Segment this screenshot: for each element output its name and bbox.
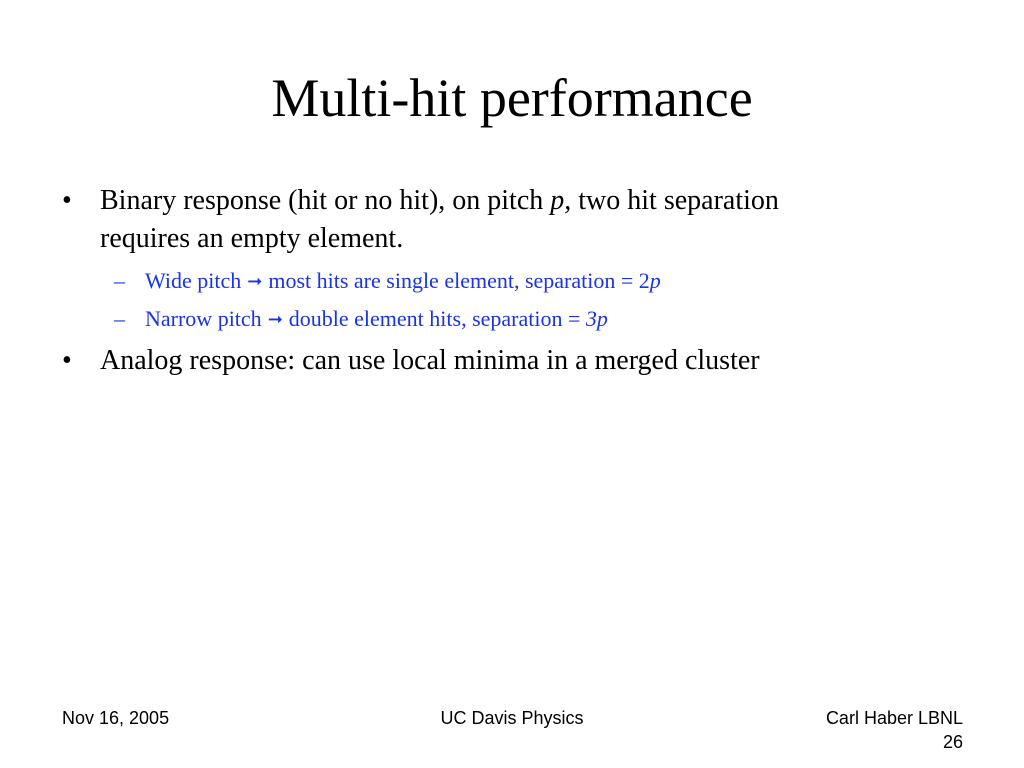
bullet-item-analog-response: Analog response: can use local minima in a merged cluster (100, 345, 760, 376)
pitch-variable: p, (550, 185, 572, 216)
page-number: 26 (942, 732, 963, 752)
subitem-lead: Narrow pitch (145, 306, 262, 331)
footer-date: Nov 16, 2005 (62, 708, 170, 728)
footer-center-text: UC Davis Physics (440, 708, 584, 728)
subitem-num: 2 (638, 268, 650, 293)
subitem-wide-pitch (145, 266, 975, 297)
subitem-lead: Wide pitch (145, 268, 242, 293)
bullet-continuation: requires an empty element. (100, 223, 404, 254)
right-arrow-icon: ➞ (267, 309, 283, 330)
subitem-text: double element hits, separation = (288, 306, 586, 331)
footer-author: Carl Haber LBNL (825, 708, 963, 728)
subitem-variable: p (649, 268, 661, 293)
subitem-text: most hits are single element, separation = (268, 268, 639, 293)
subitem-marker: – (114, 306, 125, 331)
subitem-narrow-pitch (145, 304, 975, 335)
right-arrow-icon: ➞ (247, 271, 263, 292)
bullet-text-part: Binary response (hit or no hit), on pitch (100, 185, 551, 216)
slide-title: Multi-hit performance (271, 68, 753, 128)
bullet-marker: • (62, 185, 72, 216)
bullet-text-part: two hit separation (571, 185, 779, 216)
subitem-variable: 3p (585, 306, 608, 331)
subitem-marker: – (114, 268, 125, 293)
bullet-item-binary-response (100, 182, 960, 220)
bullet-marker: • (62, 345, 72, 376)
